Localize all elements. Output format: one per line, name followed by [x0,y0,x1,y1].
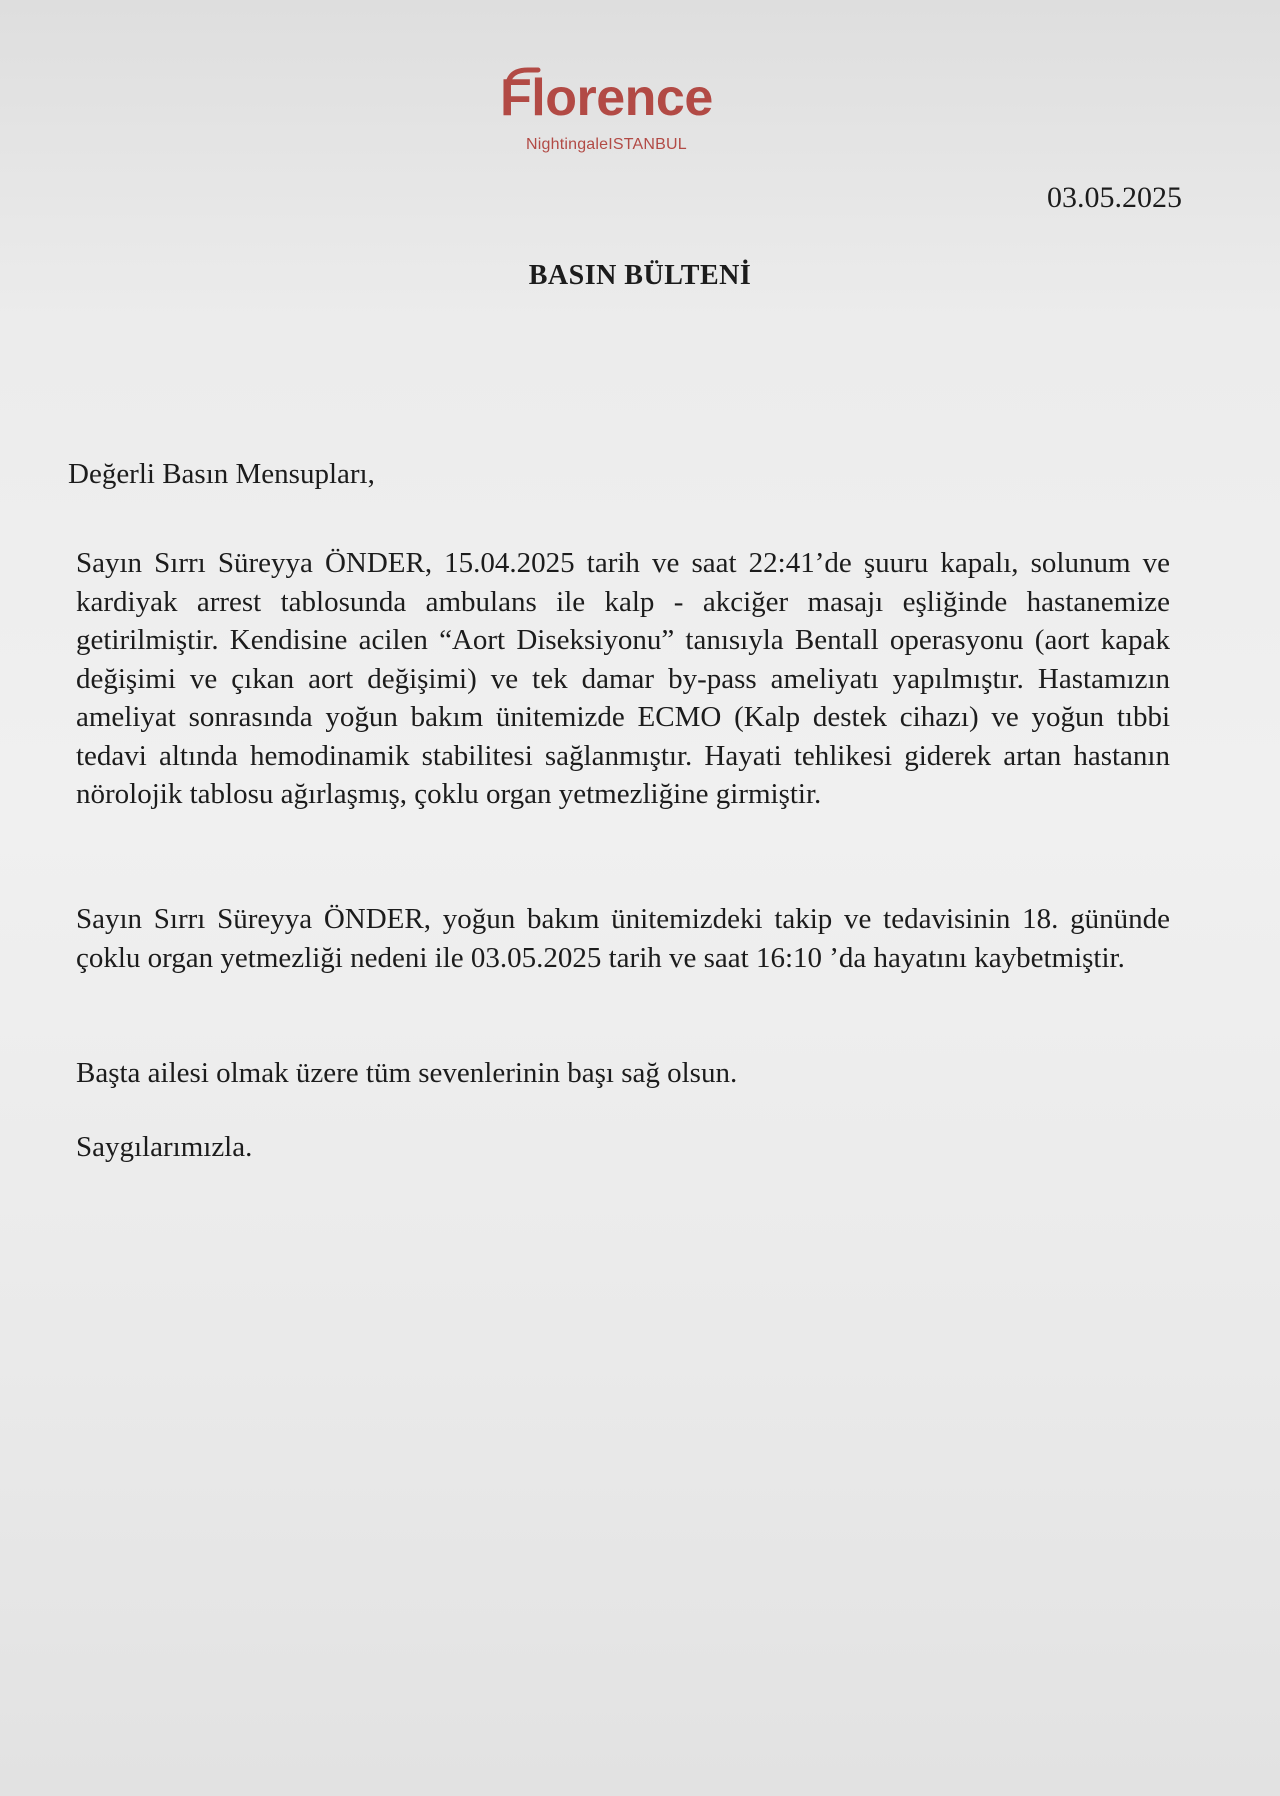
paragraph-1: Sayın Sırrı Süreyya ÖNDER, 15.04.2025 tarih ve saat 22:41’de şuuru kapalı, solunum ve kardiyak arrest tablosunda ambulans ile kalp - akciğer masajı eşliğinde hastanemize getirilmiştir. Kendisine acilen “Aort Diseksiyonu” tanısıyla Bentall operasyonu (aort kapak değişimi ve çıkan aort değişimi) ve tek damar by-pass ameliyatı yapılmıştır. Hastamızın ameliyat sonrasında yoğun bakım ünitemizde ECMO (Kalp destek cihazı) ve yoğun tıbbi tedavi altında hemodinamik stabilitesi sağlanmıştır. Hayati tehlikesi giderek artan hastanın nörolojik tablosu ağırlaşmış, çoklu organ yetmezliğine girmiştir. [76,547,1170,810]
florence-nightingale-logo [500,68,760,168]
closing: Saygılarımızla. [76,1131,253,1163]
document-heading: BASIN BÜLTENİ [528,260,752,291]
logo-subtitle: NightingaleISTANBUL [526,136,687,153]
logo-wordmark: Florence [500,69,713,127]
paragraph-3: Başta ailesi olmak üzere tüm sevenlerinin başı sağ olsun. [76,1057,738,1089]
paragraph-2: Sayın Sırrı Süreyya ÖNDER, yoğun bakım ünitemizdeki takip ve tedavisinin 18. gününde çoklu organ yetmezliği nedeni ile 03.05.2025 tarih ve saat 16:10 ’da hayatını kaybetmiştir. [76,903,1170,974]
document-date: 03.05.2025 [1047,181,1182,214]
salutation: Değerli Basın Mensupları, [68,458,375,490]
